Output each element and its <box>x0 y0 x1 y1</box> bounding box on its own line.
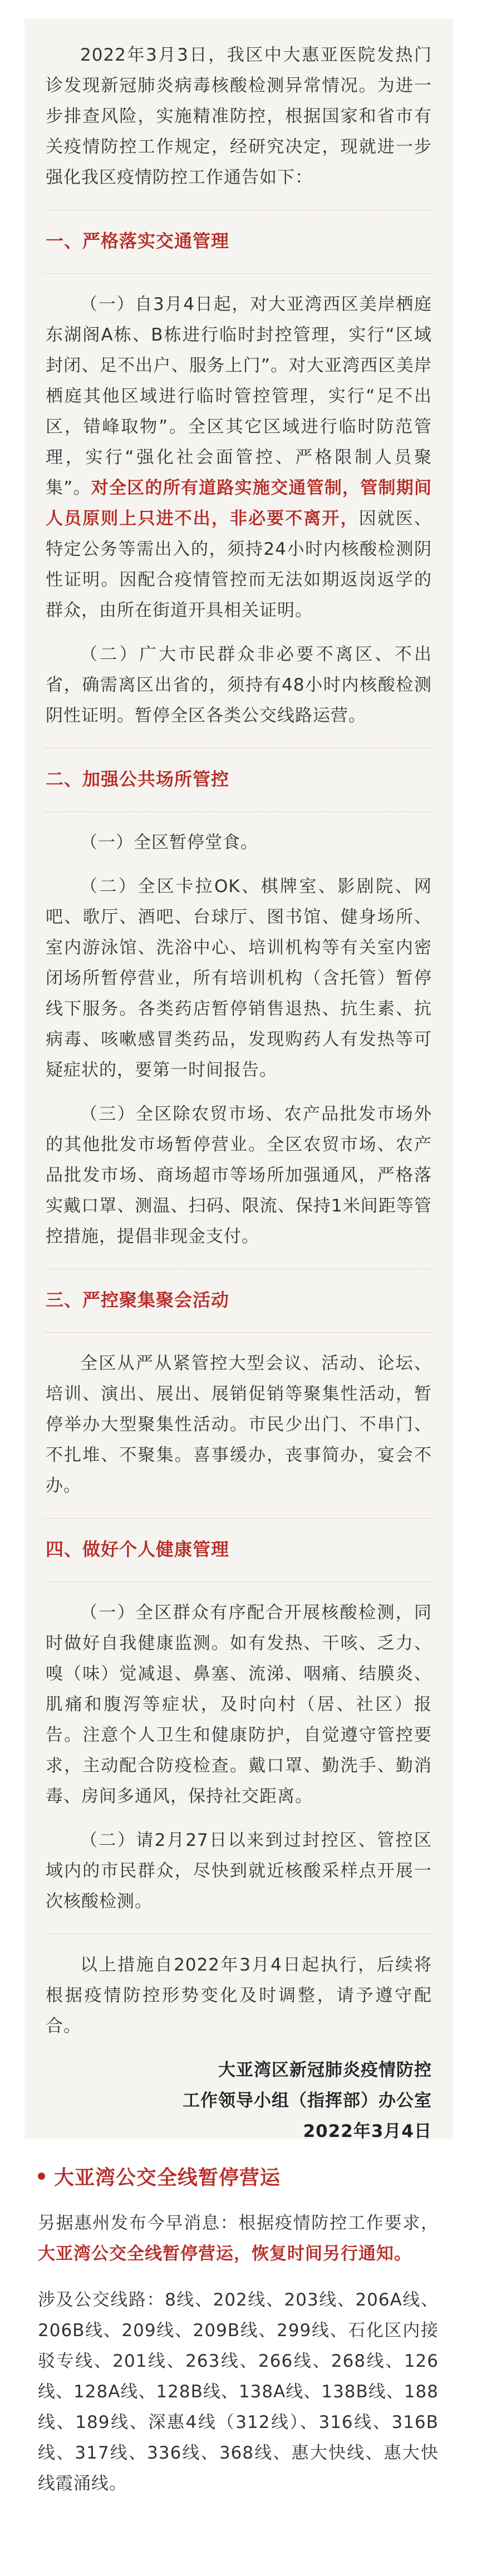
bullet-dot-icon <box>38 2173 45 2180</box>
bus-section-header <box>38 2159 439 2193</box>
bus-paragraph-emphasis: 大亚湾公交全线暂停营运，恢复时间另行通知。 <box>38 2244 412 2264</box>
paragraph: （三）全区除农贸市场、农产品批发市场外的其他批发市场暂停营业。全区农贸市场、农产品批发市场、商场超市等场所加强通风，严格落实戴口罩、测温、扫码、限流、保持1米间距等管控措施，提倡非现金支付。 <box>46 1104 432 1247</box>
bus-paragraph-text: 另据惠州发布今早消息：根据疫情防控工作要求， <box>38 2213 439 2233</box>
section-heading: 一、严格落实交通管理 <box>46 230 230 252</box>
paragraph: （一）全区暂停堂食。 <box>80 833 258 853</box>
paragraph-emphasis: 对全区的所有道路实施交通管制，管制期间人员原则上只进不出，非必要不离开， <box>46 478 432 529</box>
paragraph: （一）全区群众有序配合开展核酸检测，同时做好自我健康监测。如有发热、干咳、乏力、嗅（味）觉减退、鼻塞、流涕、咽痛、结膜炎、肌痛和腹泻等症状，及时向村（居、社区）报告。注意个人卫生和健康防护，自觉遵守管控要求，主动配合防疫检查。戴口罩、勤洗手、勤消毒、房间多通风，保持社交距离。 <box>46 1603 432 1806</box>
divider <box>45 811 433 812</box>
notice-card <box>24 19 453 2139</box>
bus-routes-paragraph: 涉及公交线路：8线、202线、203线、206A线、206B线、209线、209B线、299线、石化区内接驳专线、201线、263线、266线、268线、126线、128A线、128B线、138A线、138B线、188线、189线、深惠4线（312线）、316线、316B线、317线、336线、368线、惠大快线、惠大快线霞涌线。 <box>38 2290 439 2494</box>
paragraph-text: （一）自3月4日起，对大亚湾西区美岸栖庭东湖阁A栋、B栋进行临时封控管理，实行“区域封闭、足不出户、服务上门”。对大亚湾西区美岸栖庭其他区域进行临时管控管理，实行“足不出区，错峰取物”。全区其它区域进行临时防范管理，实行“强化社会面管控、严格限制人员聚集”。 <box>46 294 432 498</box>
paragraph: （二）请2月27日以来到过封控区、管控区域内的市民群众，尽快到就近核酸采样点开展一次核酸检测。 <box>46 1830 432 1912</box>
divider <box>45 273 433 274</box>
divider <box>45 1332 433 1333</box>
signature-org-line1: 大亚湾区新冠肺炎疫情防控 <box>218 2060 432 2080</box>
paragraph <box>46 289 432 626</box>
paragraph: （二）广大市民群众非必要不离区、不出省，确需离区出省的，须持有48小时内核酸检测阴性证明。暂停全区各类公交线路运营。 <box>46 644 432 726</box>
signature-org-line2: 工作领导小组（指挥部）办公室 <box>183 2091 432 2111</box>
bus-paragraph <box>38 2208 439 2269</box>
signature-date: 2022年3月4日 <box>303 2121 432 2141</box>
section-heading: 二、加强公共场所管控 <box>46 769 230 790</box>
paragraph-text: 因就医、特定公务等需出入的，须持24小时内核酸检测阴性证明。因配合疫情管控而无法如期返岗返学的群众，由所在街道开具相关证明。 <box>46 509 432 620</box>
paragraph: 全区从严从紧管控大型会议、活动、论坛、培训、演出、展出、展销促销等聚集性活动，暂停举办大型聚集性活动。市民少出门、不串门、不扎堆、不聚集。喜事缓办，丧事简办，宴会不办。 <box>46 1353 432 1496</box>
notice-intro: 2022年3月3日，我区中大惠亚医院发热门诊发现新冠肺炎病毒核酸检测异常情况。为进一步排查风险，实施精准防控，根据国家和省市有关疫情防控工作规定，经研究决定，现就进一步强化我区疫情防控工作通告如下： <box>46 45 432 188</box>
paragraph: （二）全区卡拉OK、棋牌室、影剧院、网吧、歌厅、酒吧、台球厅、图书馆、健身场所、室内游泳馆、洗浴中心、培训机构等有关室内密闭场所暂停营业，所有培训机构（含托管）暂停线下服务。各类药店暂停销售退热、抗生素、抗病毒、咳嗽感冒类药品，发现购药人有发热等可疑症状的，要第一时间报告。 <box>46 876 432 1080</box>
bus-section-title: 大亚湾公交全线暂停营运 <box>54 2166 281 2189</box>
divider <box>45 1518 433 1519</box>
bus-section <box>38 2159 439 2515</box>
closing-paragraph: 以上措施自2022年3月4日起执行，后续将根据疫情防控形势变化及时调整，请予遵守配合。 <box>46 1955 432 2036</box>
section-heading: 四、做好个人健康管理 <box>46 1539 230 1560</box>
section-heading: 三、严控聚集聚会活动 <box>46 1289 230 1311</box>
